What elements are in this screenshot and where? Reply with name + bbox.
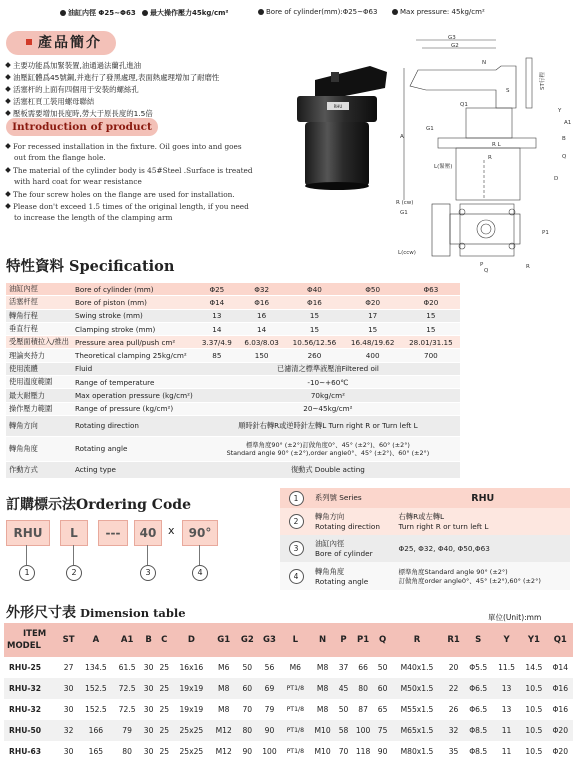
intro-cn-line: 活塞杆的上面有四個用于安裝的螺絲孔 xyxy=(6,84,139,95)
spec-row: 活塞杆徑 Bore of piston (mm) Φ14 Φ16 Φ16 Φ20 Φ20 xyxy=(6,296,460,309)
spec-row: 受壓面積拉入/推出 Pressure area pull/push cm² 3.37/4.9 6.03/8.03 10.56/12.56 16.48/19.62 28.01/31.15 xyxy=(6,336,460,349)
dimension-header-row: ITEM MODEL ST A A1 B C D G1 G2 G3 L N P P1 Q R R1 S Y Y1 Q1 xyxy=(4,623,573,657)
spec-row: 理論夾持力 Theoretical clamping 25kg/cm² 85 150 260 400 700 xyxy=(6,349,460,362)
ordering-table xyxy=(280,488,570,590)
ordering-row: 3 油缸內徑 Bore of cylinder Φ25, Φ32, Φ40, Φ50,Φ63 xyxy=(280,535,570,562)
ordering-title: 訂購標示法Ordering Code xyxy=(6,497,191,513)
dimension-row: RHU-25 27 134.5 61.5 30 25 16x16 M6 50 56 M6 M8 37 66 50 M40x1.5 20 Φ5.5 11.5 14.5 Φ14 xyxy=(9,663,569,672)
svg-text:G1: G1 xyxy=(426,126,434,132)
code-dash: --- xyxy=(98,520,128,546)
intro-cn-line: 主要功能爲加緊裝置,油通過法蘭孔進油 xyxy=(6,60,141,71)
ordering-row: 4 轉角角度 Rotating angle 標準角度Standard angle 90° (±2°) 訂做角度order angle0°、45° (±2°),60° (±2°) xyxy=(280,562,570,590)
spec-row: 轉角角度 Rotating angle 標準角度90° (±2°)訂做角度0°、45° (±2°)、60° (±2°) Standard angle 90° (±2°),order angle0°、45° (±2°)、60° (±2°) xyxy=(6,436,460,461)
code-num: 2 xyxy=(66,565,82,581)
svg-text:P: P xyxy=(480,262,484,268)
spec-table xyxy=(6,283,460,479)
intro-en-line: The material of the cylinder body is 45#Steel .Surface is treated xyxy=(6,166,253,175)
spec-row: 操作壓力範圍 Range of pressure (kg/cm²) 20~45kg/cm² xyxy=(6,402,460,415)
top-spec-bar xyxy=(0,6,577,22)
svg-text:R (cw): R (cw) xyxy=(396,200,414,206)
spec-row: 作動方式 Acting type 復動式 Double acting xyxy=(6,461,460,478)
dimension-table xyxy=(4,623,573,762)
intro-cn-line: 壓板需要增加長度時,勞大于原長度的1.5倍 xyxy=(6,108,153,119)
spec-title: 特性資料 Specification xyxy=(6,258,175,275)
bore-en: Bore of cylinder(mm):Φ25~Φ63 xyxy=(258,8,377,16)
dimension-title: 外形尺寸表 Dimension table xyxy=(6,605,186,621)
spec-row: 使用流體 Fluid 已濾清之標準液壓油Filtered oil xyxy=(6,362,460,375)
spec-row: 垂直行程 Clamping stroke (mm) 14 14 15 15 15 xyxy=(6,322,460,335)
dimension-row: RHU-50 32 166 79 30 25 25x25 M12 80 90 PT1/8 M10 58 100 75 M65x1.5 32 Φ8.5 11 10.5 Φ20 xyxy=(4,720,573,741)
photo-label: RHU xyxy=(333,104,343,109)
dimension-unit: 單位(Unit):mm xyxy=(488,613,542,622)
svg-text:A: A xyxy=(400,134,404,140)
intro-en-line: The four screw holes on the flange are used for installation. xyxy=(6,190,235,199)
svg-text:R: R xyxy=(488,155,492,161)
product-photo xyxy=(275,58,395,193)
svg-text:Q1: Q1 xyxy=(460,102,468,108)
svg-text:Q: Q xyxy=(562,154,567,160)
intro-cn-line: 活塞杠頁工裝用螺母聯結 xyxy=(6,96,94,107)
code-series: RHU xyxy=(6,520,50,546)
svg-text:Y: Y xyxy=(558,108,562,114)
bore-cn: 油缸内徑 Φ25~Φ63 xyxy=(60,8,136,18)
dimension-row: RHU-63 30 165 80 30 25 25x25 M12 90 100 PT1/8 M10 70 118 90 M80x1.5 35 Φ8.5 11 10.5 Φ20 xyxy=(9,747,569,756)
svg-text:Q: Q xyxy=(484,268,489,273)
svg-text:A1: A1 xyxy=(564,120,572,126)
code-bore: 40 xyxy=(134,520,162,546)
svg-text:D: D xyxy=(554,176,559,182)
svg-text:G1: G1 xyxy=(400,210,408,216)
intro-en-line: to increase the length of the clamping arm xyxy=(14,213,173,222)
pressure-en: Max pressure: 45kg/cm² xyxy=(392,8,485,16)
spec-row: 轉角行程 Swing stroke (mm) 13 16 15 17 15 xyxy=(6,309,460,322)
intro-en-line: For recessed installation in the fixture. Oil goes into and goes xyxy=(6,142,242,151)
code-num: 1 xyxy=(19,565,35,581)
code-angle: 90° xyxy=(182,520,218,546)
svg-text:S: S xyxy=(506,88,510,94)
code-num: 4 xyxy=(192,565,208,581)
svg-text:L(緊壓): L(緊壓) xyxy=(434,164,453,170)
svg-text:B: B xyxy=(562,136,566,142)
svg-text:G3: G3 xyxy=(448,35,456,41)
spec-row: 使用溫度範圍 Range of temperature -10~+60℃ xyxy=(6,376,460,389)
intro-title-cn: 產品簡介 xyxy=(6,31,116,55)
dimension-row: RHU-32 30 152.5 72.5 30 25 19x19 M8 70 79 PT1/8 M8 50 87 65 M55x1.5 26 Φ6.5 13 10.5 Φ16 xyxy=(9,705,569,714)
svg-text:L(ccw): L(ccw) xyxy=(398,250,416,256)
code-num: 3 xyxy=(140,565,156,581)
intro-en-line: out from the flange hole. xyxy=(14,153,106,162)
intro-cn-line: 油壓缸體爲45號鋼,并進行了發黑處理,表面熱處理增加了耐磨性 xyxy=(6,72,219,83)
intro-en-line: Please don't exceed 1.5 times of the original length, if you need xyxy=(6,202,249,211)
svg-text:R: R xyxy=(526,264,530,270)
spec-row: 油缸內徑 Bore of cylinder (mm) Φ25 Φ32 Φ40 Φ50 Φ63 xyxy=(6,283,460,296)
ordering-row: 1 系列號 Series RHU xyxy=(280,488,570,508)
spec-row: 轉角方向 Rotating direction 順時針右轉R或逆時針左轉L Turn right R or Turn left L xyxy=(6,415,460,436)
svg-text:ST行程: ST行程 xyxy=(540,72,546,90)
code-direction: L xyxy=(60,520,88,546)
svg-text:N: N xyxy=(482,60,487,66)
dimension-row: RHU-32 30 152.5 72.5 30 25 19x19 M8 60 69 PT1/8 M8 45 80 60 M50x1.5 22 Φ6.5 13 10.5 Φ16 xyxy=(4,678,573,699)
code-separator: x xyxy=(168,524,175,537)
intro-en-line: with hard coat for wear resistance xyxy=(14,177,142,186)
svg-text:G2: G2 xyxy=(451,43,459,49)
ordering-row: 2 轉角方向 Rotating direction 右轉R或左轉L Turn right R or turn left L xyxy=(280,508,570,535)
spec-row: 最大耐壓力 Max operation pressure (kg/cm²) 70kg/cm² xyxy=(6,389,460,402)
svg-text:P1: P1 xyxy=(542,230,549,236)
pressure-cn: 最大操作壓力45kg/cm² xyxy=(142,8,228,18)
intro-title-en: Introduction of product xyxy=(6,118,158,136)
dimension-drawing xyxy=(396,28,574,273)
svg-text:R L: R L xyxy=(492,142,501,148)
